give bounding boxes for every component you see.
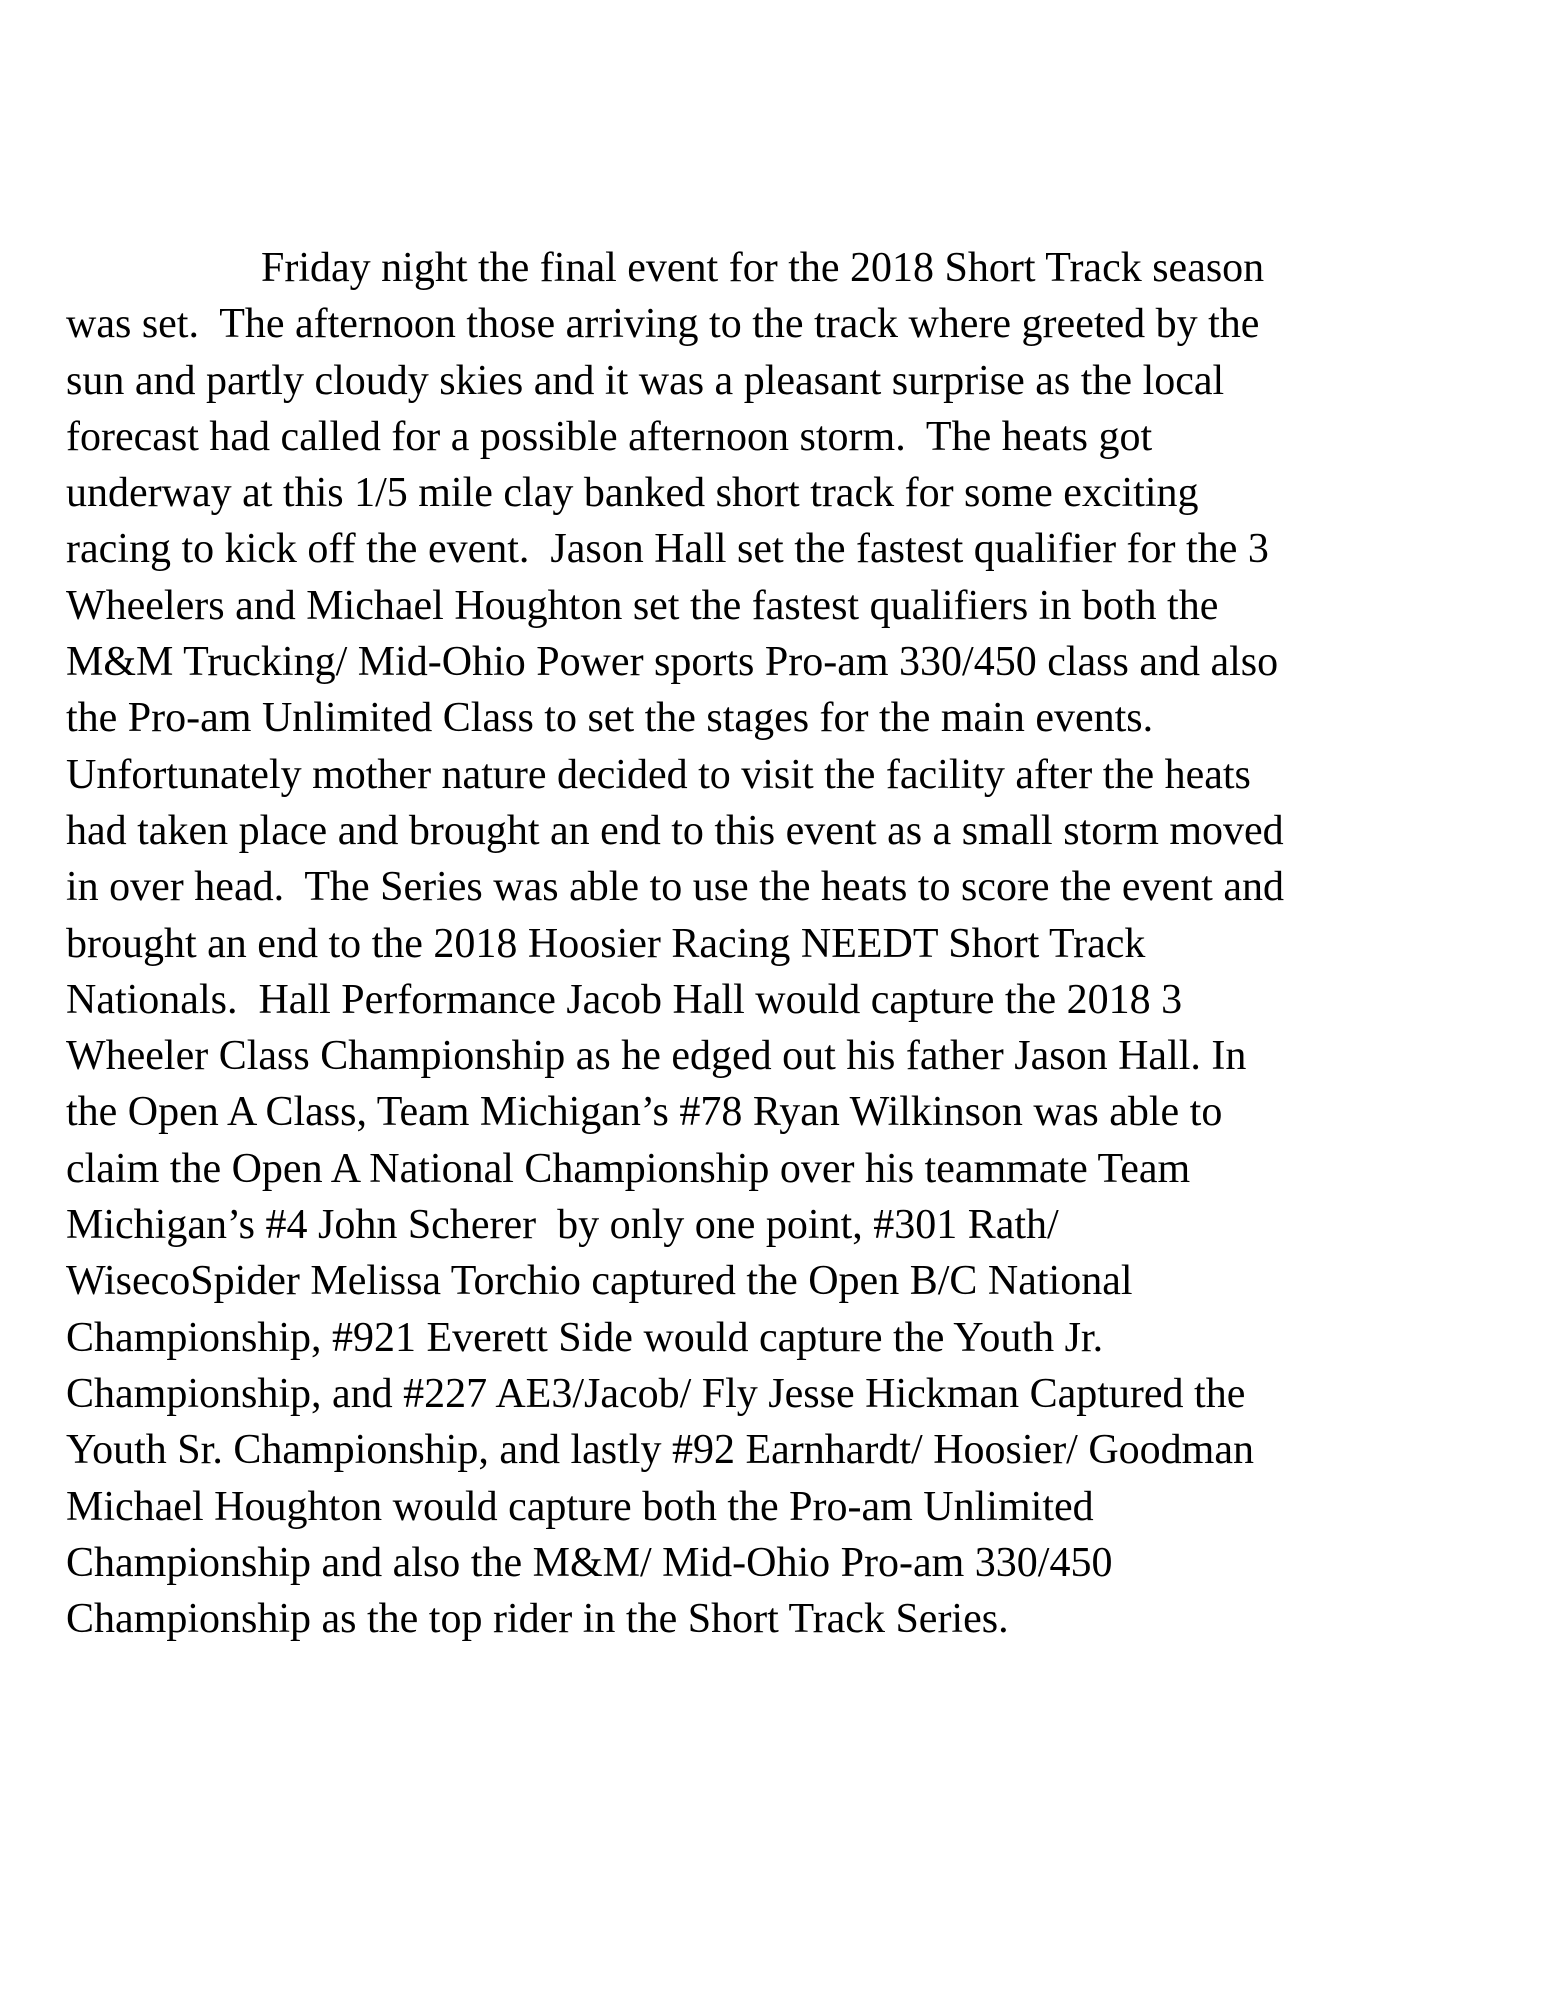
text-line: sun and partly cloudy skies and it was a pleasant surprise as the local — [66, 357, 1225, 404]
text-line: M&M Trucking/ Mid-Ohio Power sports Pro-am 330/450 class and also — [66, 639, 1279, 686]
text-line: forecast had called for a possible afternoon storm. The heats got — [66, 413, 1153, 460]
text-line: Nationals. Hall Performance Jacob Hall would capture the 2018 3 — [66, 976, 1183, 1023]
text-line: the Pro-am Unlimited Class to set the stages for the main events. — [66, 695, 1154, 742]
text-line: WisecoSpider Melissa Torchio captured the Open B/C National — [66, 1258, 1133, 1305]
text-line: Michael Houghton would capture both the Pro-am Unlimited — [66, 1483, 1094, 1530]
text-line: Championship as the top rider in the Short Track Series. — [66, 1596, 1009, 1643]
text-line: Championship, #921 Everett Side would capture the Youth Jr. — [66, 1314, 1104, 1361]
text-line: Friday night the final event for the 2018 Short Track season — [261, 245, 1265, 291]
text-line: had taken place and brought an end to this event as a small storm moved — [66, 807, 1284, 854]
text-line: Championship and also the M&M/ Mid-Ohio Pro-am 330/450 — [66, 1539, 1113, 1586]
text-line: underway at this 1/5 mile clay banked short track for some exciting — [66, 470, 1199, 517]
text-line: the Open A Class, Team Michigan’s #78 Ryan Wilkinson was able to — [66, 1089, 1223, 1136]
text-line: Unfortunately mother nature decided to visit the facility after the heats — [66, 751, 1251, 798]
text-line: Wheeler Class Championship as he edged out his father Jason Hall. In — [66, 1033, 1247, 1080]
text-line: in over head. The Series was able to use the heats to score the event and — [66, 864, 1284, 911]
text-line: Wheelers and Michael Houghton set the fastest qualifiers in both the — [66, 582, 1219, 629]
article-paragraph — [66, 240, 1506, 1647]
text-line: Youth Sr. Championship, and lastly #92 Earnhardt/ Hoosier/ Goodman — [66, 1427, 1254, 1474]
text-line: brought an end to the 2018 Hoosier Racing NEEDT Short Track — [66, 920, 1146, 967]
text-line: was set. The afternoon those arriving to the track where greeted by the — [66, 301, 1260, 348]
text-line: Championship, and #227 AE3/Jacob/ Fly Jesse Hickman Captured the — [66, 1370, 1246, 1417]
text-line: Michigan’s #4 John Scherer by only one point, #301 Rath/ — [66, 1202, 1059, 1249]
text-line: racing to kick off the event. Jason Hall set the fastest qualifier for the 3 — [66, 526, 1269, 573]
text-line: claim the Open A National Championship over his teammate Team — [66, 1145, 1191, 1192]
